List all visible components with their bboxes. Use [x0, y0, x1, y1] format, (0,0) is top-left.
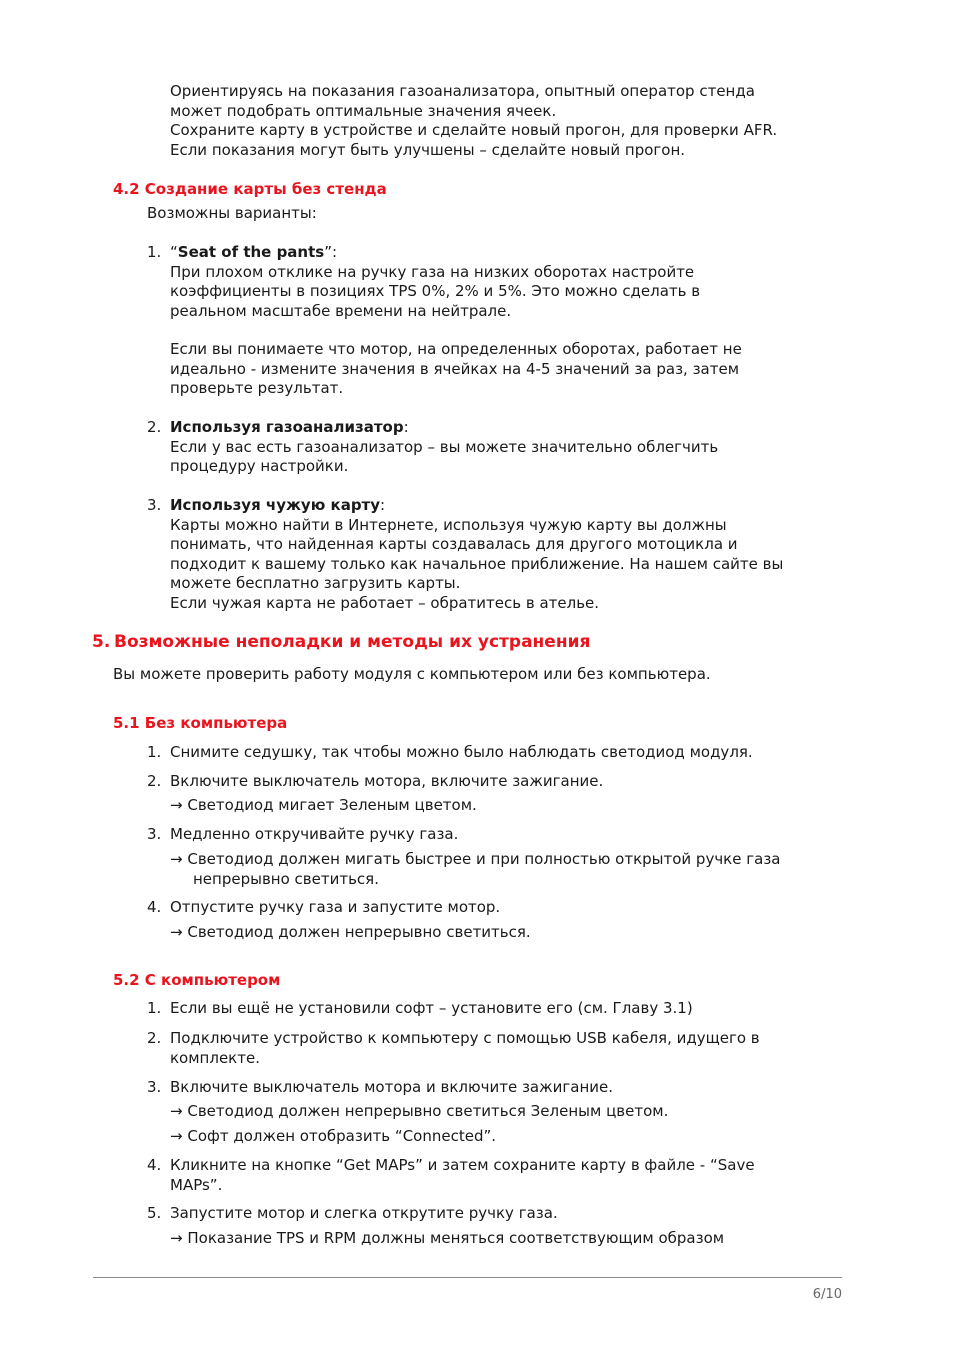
list-item-text: Карты можно найти в Интернете, используя чужую карту вы должны [170, 515, 727, 534]
list-item-text: Кликните на кнопке “Get MAPs” и затем сохраните карту в файле - “Save [170, 1156, 755, 1174]
list-item-text: комплекте. [170, 1048, 260, 1067]
list-item-text: При плохом отклике на ручку газа на низких оборотах настройте [170, 262, 695, 281]
list-item-text: Запустите мотор и слегка открутите ручку газа. [170, 1204, 558, 1222]
list-item-text: Отпустите ручку газа и запустите мотор. [170, 898, 501, 916]
result-line: → Светодиод должен непрерывно светиться. [170, 923, 531, 941]
arrow-right-icon: → [170, 923, 183, 941]
intro-line: Сохраните карту в устройстве и сделайте новый прогон, для проверки AFR. [170, 121, 778, 139]
intro-line: Если показания могут быть улучшены – сделайте новый прогон. [170, 140, 686, 159]
list-item-text: Подключите устройство к компьютеру с помощью USB кабеля, идущего в [170, 1029, 760, 1047]
list-number: 1. [147, 743, 162, 761]
list-number: 3. [147, 825, 162, 843]
list-item-text: процедуру настройки. [170, 457, 349, 475]
page-number: 6/10 [812, 1287, 842, 1302]
list-item-text: коэффициенты в позициях TPS 0%, 2% и 5%. Это можно сделать в [170, 282, 701, 300]
list-item-text: Включите выключатель мотора, включите зажигание. [170, 772, 604, 790]
arrow-right-icon: → [170, 1229, 183, 1247]
list-number: 1. [147, 243, 162, 261]
section-heading-5: Возможные неполадки и методы их устранения [114, 632, 591, 652]
list-item-text: Включите выключатель мотора и включите зажигание. [170, 1078, 614, 1096]
list-item-text: Медленно откручивайте ручку газа. [170, 825, 459, 843]
result-line: → Светодиод должен мигать быстрее и при полностью открытой ручке газа [170, 850, 781, 868]
footer-rule [93, 1277, 842, 1278]
result-line: → Показание TPS и RPM должны меняться соответствующим образом [170, 1229, 725, 1247]
section-heading-5-1: 5.1 Без компьютера [113, 714, 288, 732]
section-heading-5-2: 5.2 С компьютером [113, 971, 281, 989]
list-number: 5. [147, 1204, 162, 1222]
arrow-right-icon: → [170, 1127, 183, 1145]
list-item-title: Используя газоанализатор: [170, 418, 409, 436]
list-number: 4. [147, 1156, 162, 1174]
list-item-text: Если у вас есть газоанализатор – вы можете значительно облегчить [170, 437, 719, 456]
result-line-cont: непрерывно светиться. [193, 869, 379, 888]
section-lead: Возможны варианты: [147, 204, 317, 222]
list-item-text: идеально - измените значения в ячейках на 4-5 значений за раз, затем [170, 359, 740, 378]
list-item-text: MAPs”. [170, 1175, 223, 1194]
list-item-text: понимать, что найденная карты создавалась для другого мотоцикла и [170, 535, 738, 553]
list-number: 3. [147, 496, 162, 514]
arrow-right-icon: → [170, 850, 183, 868]
list-item-text: Если чужая карта не работает – обратитесь в ателье. [170, 593, 600, 612]
result-line: → Софт должен отобразить “Connected”. [170, 1127, 497, 1145]
list-item-text: реальном масштабе времени на нейтрале. [170, 301, 512, 320]
list-item-text: можете бесплатно загрузить карты. [170, 574, 461, 592]
intro-line: Ориентируясь на показания газоанализатора, опытный оператор стенда [170, 82, 755, 100]
list-number: 1. [147, 999, 162, 1017]
list-item-text: Если вы понимаете что мотор, на определенных оборотах, работает не [170, 340, 742, 358]
arrow-right-icon: → [170, 1102, 183, 1120]
arrow-right-icon: → [170, 796, 183, 814]
list-item-text: подходит к вашему только как начальное приближение. На нашем сайте вы [170, 554, 784, 573]
list-number: 3. [147, 1078, 162, 1096]
list-item-text: проверьте результат. [170, 379, 344, 397]
list-number: 2. [147, 418, 162, 436]
section-lead: Вы можете проверить работу модуля с компьютером или без компьютера. [113, 665, 711, 683]
result-line: → Светодиод должен непрерывно светиться Зеленым цветом. [170, 1102, 669, 1120]
result-line: → Светодиод мигает Зеленым цветом. [170, 796, 477, 814]
list-number: 2. [147, 1029, 162, 1047]
list-number: 4. [147, 898, 162, 916]
list-item-title: “Seat of the pants”: [170, 243, 338, 261]
intro-line: может подобрать оптимальные значения ячеек. [170, 101, 557, 120]
list-number: 2. [147, 772, 162, 790]
section-number-5: 5. [92, 632, 111, 652]
list-item-title: Используя чужую карту: [170, 496, 386, 514]
section-heading-4-2: 4.2 Создание карты без стенда [113, 180, 387, 198]
list-item-text: Снимите седушку, так чтобы можно было наблюдать светодиод модуля. [170, 743, 753, 761]
list-item-text: Если вы ещё не установили софт – установите его (см. Главу 3.1) [170, 999, 693, 1017]
